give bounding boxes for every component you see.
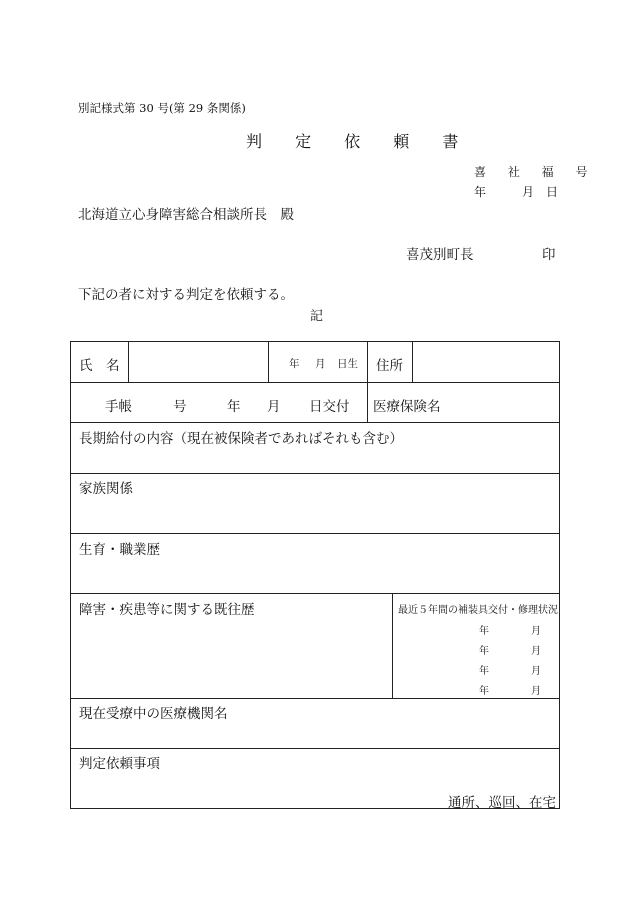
row-divider — [71, 422, 559, 423]
ki-label: 記 — [310, 309, 324, 324]
request-text: 下記の者に対する判定を依頼する。 — [78, 287, 294, 303]
col-divider — [412, 342, 413, 382]
name-label: 氏 名 — [79, 358, 120, 374]
sender: 喜茂別町長 — [406, 247, 474, 263]
insurance-label: 医療保険名 — [373, 399, 441, 415]
handbook-label: 手帳 — [105, 399, 132, 415]
device-year: 年 — [479, 626, 489, 637]
date-month: 月 — [521, 185, 534, 199]
row-divider — [71, 748, 559, 749]
address-label: 住所 — [376, 358, 403, 374]
reference-number: 喜 社 福 号 — [474, 165, 597, 179]
device-year: 年 — [479, 666, 489, 677]
device-month: 月 — [531, 646, 541, 657]
birth-day-label: 日生 — [337, 358, 358, 370]
visit-type-options: 通所、巡回、在宅 — [448, 795, 556, 811]
device-year: 年 — [479, 686, 489, 697]
device-month: 月 — [531, 686, 541, 697]
family-label: 家族関係 — [79, 481, 133, 497]
handbook-number-label: 号 — [173, 399, 187, 415]
seal-mark: 印 — [542, 247, 556, 263]
row-divider — [71, 382, 559, 383]
date-day: 日 — [546, 185, 559, 199]
medical-history-label: 障害・疾患等に関する既往歴 — [79, 602, 255, 618]
col-divider — [367, 342, 368, 422]
form-number: 別記様式第 30 号(第 29 条関係) — [78, 101, 246, 115]
upbringing-label: 生育・職業歴 — [79, 542, 160, 558]
row-divider — [71, 473, 559, 474]
medical-institution-label: 現在受療中の医療機関名 — [79, 706, 228, 722]
issued-year-label: 年 — [227, 399, 241, 415]
device-month: 月 — [531, 666, 541, 677]
col-divider — [392, 593, 393, 698]
devices-header: 最近５年間の補装具交付・修理状況 — [398, 605, 558, 616]
col-divider — [128, 342, 129, 382]
issued-month-label: 月 — [267, 399, 281, 415]
device-year: 年 — [479, 646, 489, 657]
date-year: 年 — [474, 185, 487, 199]
birth-month-label: 月 — [315, 358, 326, 370]
request-form-table — [70, 341, 560, 809]
row-divider — [71, 593, 559, 594]
request-items-label: 判定依頼事項 — [79, 756, 160, 772]
document-title: 判 定 依 頼 書 — [246, 132, 473, 151]
row-divider — [71, 698, 559, 699]
col-divider — [268, 342, 269, 382]
device-month: 月 — [531, 626, 541, 637]
issued-day-label: 日交付 — [309, 399, 350, 415]
row-divider — [71, 533, 559, 534]
addressee: 北海道立心身障害総合相談所長 殿 — [78, 207, 294, 223]
long-term-benefit-label: 長期給付の内容（現在被保険者であればそれも含む） — [79, 431, 403, 447]
birth-year-label: 年 — [289, 358, 300, 370]
issue-date — [474, 183, 558, 200]
